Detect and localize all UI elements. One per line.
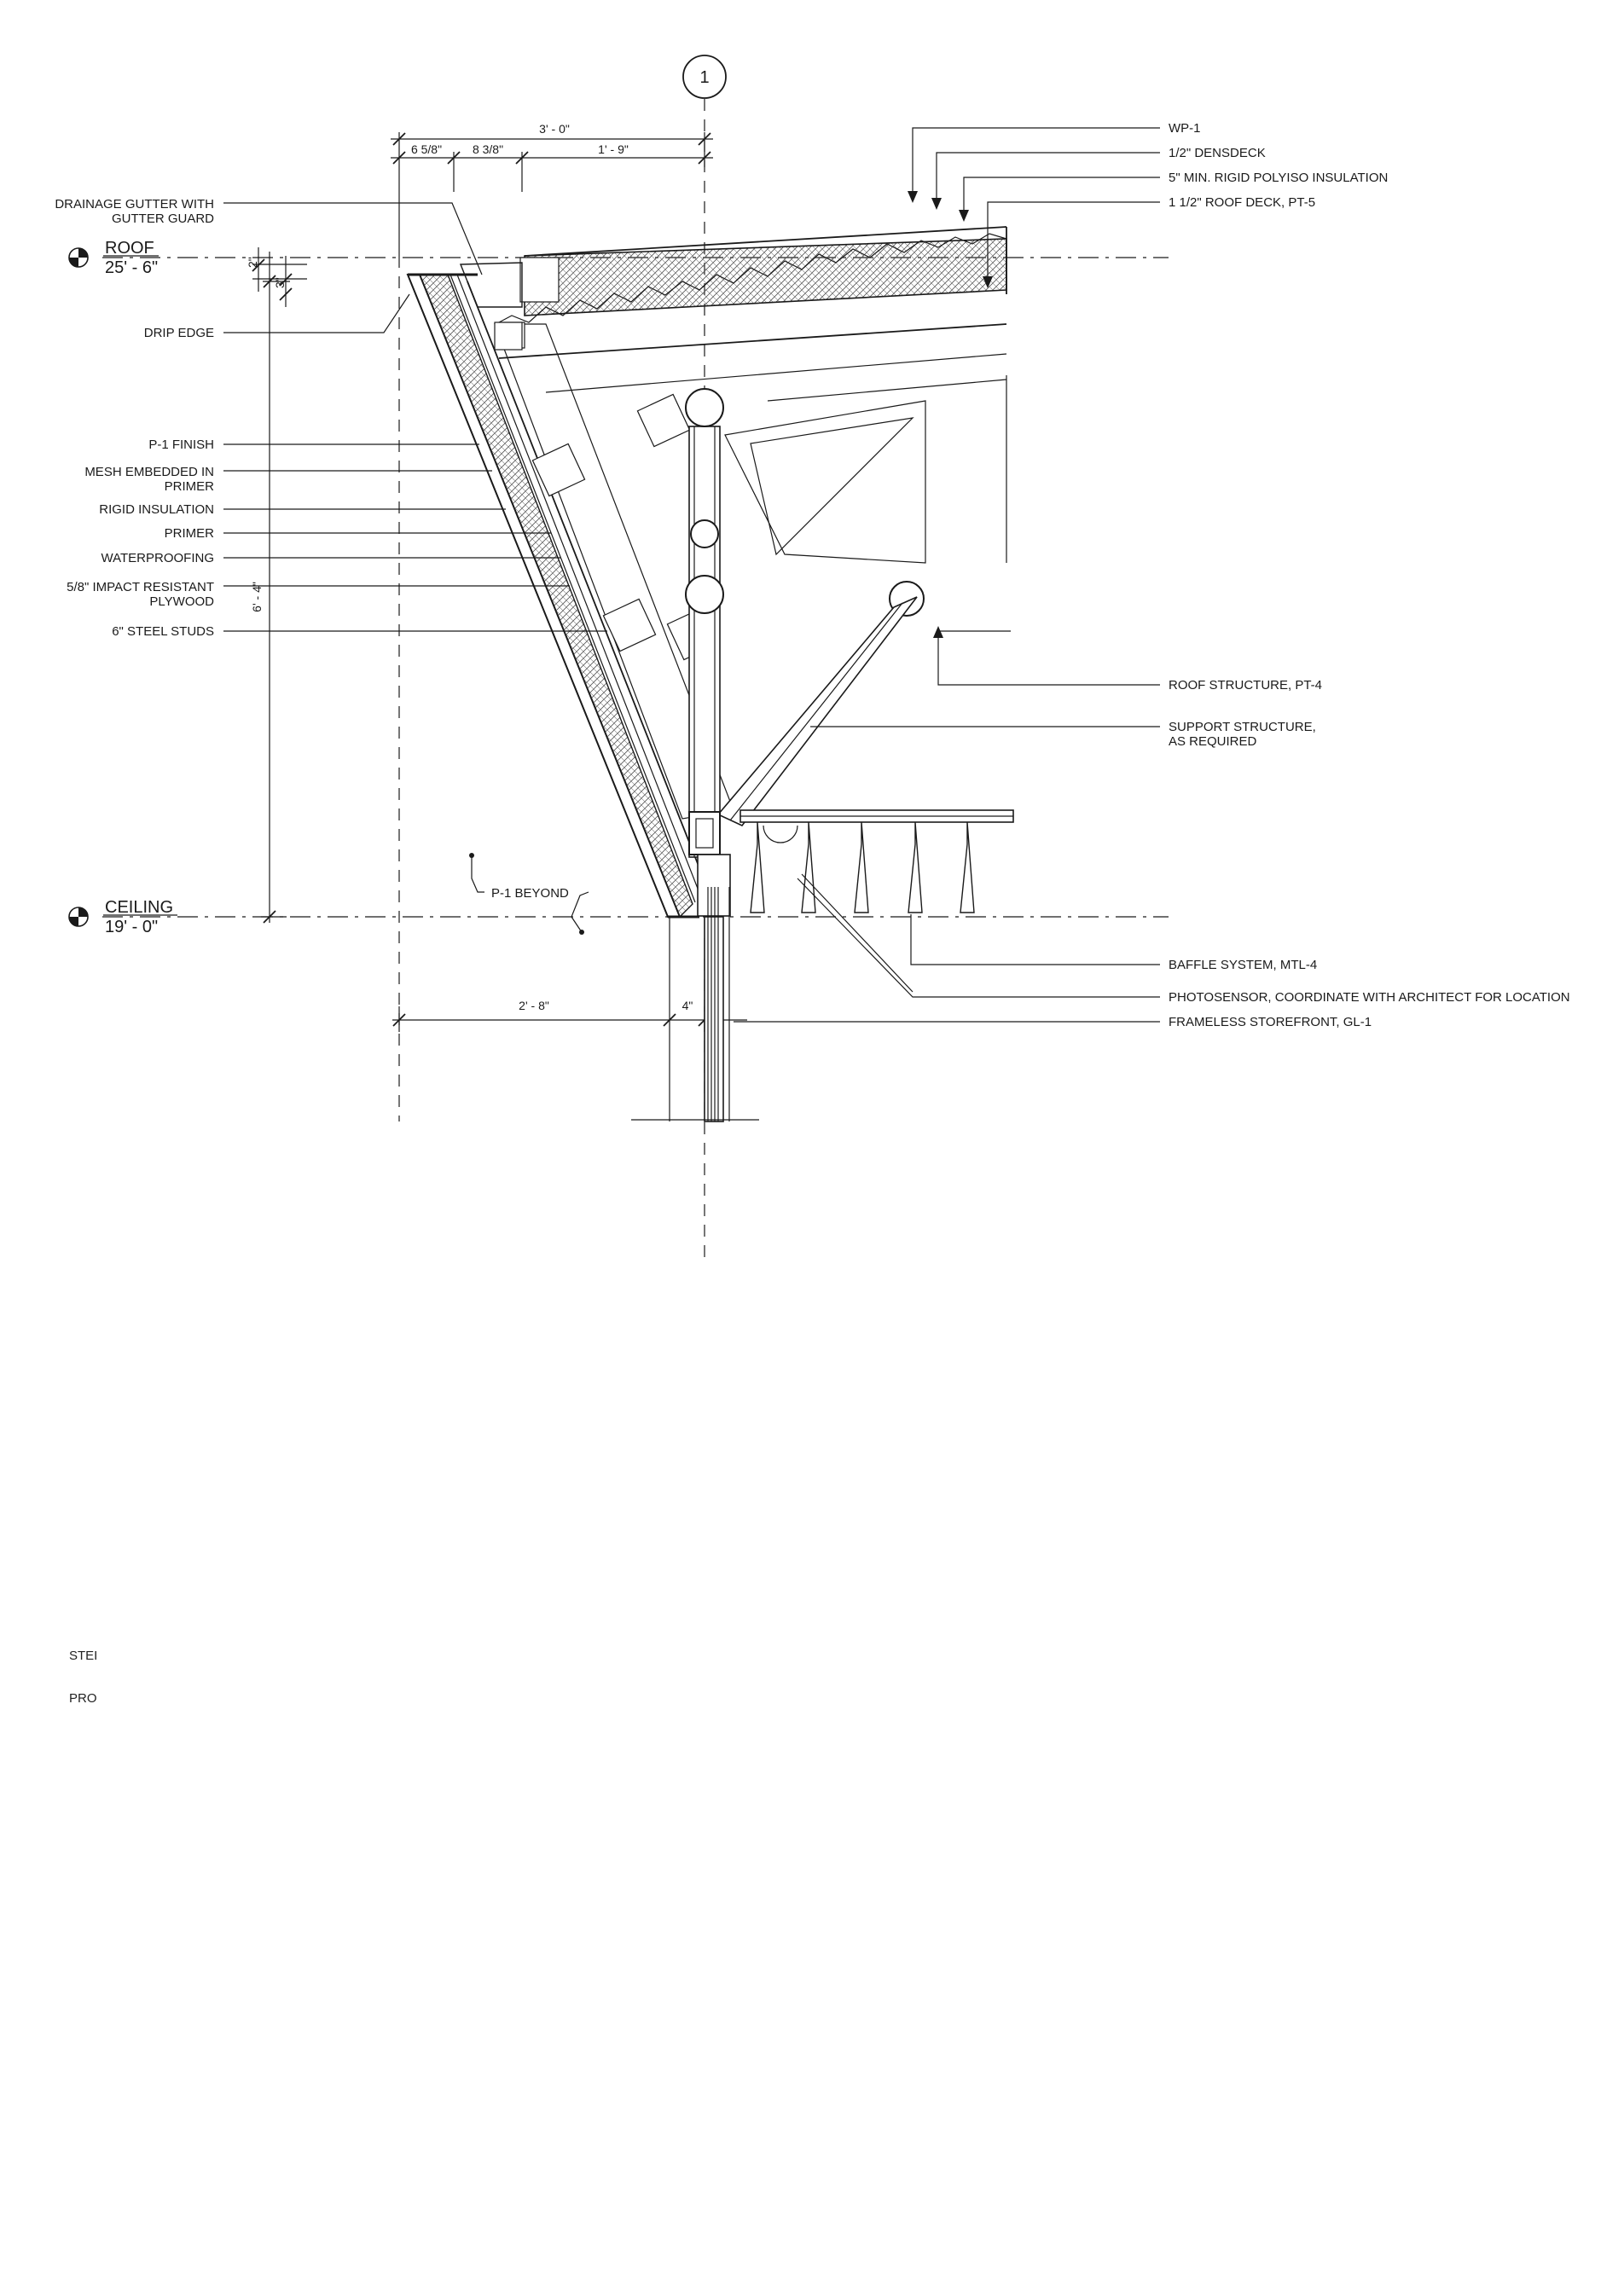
label-baffle-system: BAFFLE SYSTEM, MTL-4 <box>1169 958 1318 972</box>
label-plywood-2: PLYWOOD <box>149 594 214 609</box>
sloped-wall-assembly <box>408 275 734 917</box>
dim-top-overall: 3' - 0" <box>539 122 570 136</box>
ceiling-level-elevation: 19' - 0" <box>105 918 159 936</box>
ceiling-level-name: CEILING <box>105 898 174 917</box>
dim-top-b: 8 3/8" <box>472 142 504 156</box>
label-primer: PRIMER <box>164 526 214 541</box>
label-polyiso: 5" MIN. RIGID POLYISO INSULATION <box>1169 171 1389 185</box>
dim-bottom-small: 4" <box>682 999 693 1012</box>
level-target-icon <box>69 248 88 267</box>
label-rigid-insulation: RIGID INSULATION <box>99 502 214 517</box>
baffle-blades <box>751 822 974 913</box>
label-plywood-1: 5/8" IMPACT RESISTANT <box>67 580 214 594</box>
roof-level-name: ROOF <box>105 239 154 258</box>
label-drainage-gutter-1: DRAINAGE GUTTER WITH <box>55 197 214 212</box>
side-note-2: PRO <box>69 1691 97 1706</box>
label-drip-edge: DRIP EDGE <box>143 326 214 340</box>
dim-small-1: 2" <box>246 257 259 268</box>
dim-small-2: 3" <box>273 277 287 288</box>
side-note-1: STEI <box>69 1649 98 1663</box>
bottom-dimension-strings <box>392 918 747 1121</box>
label-support-structure-2: AS REQUIRED <box>1169 734 1257 749</box>
label-p1-finish: P-1 FINISH <box>148 438 214 452</box>
dim-top-a: 6 5/8" <box>410 142 443 156</box>
column-and-bracing <box>686 375 1006 857</box>
small-dimensions <box>246 247 307 307</box>
dim-top-c: 1' - 9" <box>598 142 629 156</box>
vertical-dimension <box>250 252 290 923</box>
label-mesh-1: MESH EMBEDDED IN <box>84 465 214 479</box>
label-storefront: FRAMELESS STOREFRONT, GL-1 <box>1169 1015 1372 1029</box>
grid-bubble-label: 1 <box>699 68 710 87</box>
label-drainage-gutter-2: GUTTER GUARD <box>112 212 214 226</box>
dim-vertical: 6' - 4" <box>250 582 264 612</box>
top-dimension-strings <box>391 122 713 256</box>
dim-bottom-overall: 2' - 8" <box>519 999 549 1012</box>
roof-assembly <box>461 227 1006 392</box>
roof-level-elevation: 25' - 6" <box>105 258 159 277</box>
level-ceiling <box>69 898 1169 936</box>
p1-beyond-label: P-1 BEYOND <box>491 886 569 901</box>
label-densdeck: 1/2" DENSDECK <box>1169 146 1266 160</box>
label-steel-studs: 6" STEEL STUDS <box>112 624 214 639</box>
baffle-system <box>740 810 1013 913</box>
photosensor-icon <box>763 826 798 843</box>
storefront-glazing <box>631 855 759 1121</box>
label-photosensor: PHOTOSENSOR, COORDINATE WITH ARCHITECT FOR LOCATION <box>1169 990 1570 1005</box>
label-support-structure-1: SUPPORT STRUCTURE, <box>1169 720 1316 734</box>
label-roof-structure: ROOF STRUCTURE, PT-4 <box>1169 678 1323 693</box>
label-roof-deck: 1 1/2" ROOF DECK, PT-5 <box>1169 195 1316 210</box>
label-waterproofing: WATERPROOFING <box>101 551 214 565</box>
label-wp1: WP-1 <box>1169 121 1201 136</box>
level-target-icon <box>69 907 88 926</box>
label-mesh-2: PRIMER <box>164 479 214 494</box>
p1-beyond-callout <box>469 853 589 935</box>
